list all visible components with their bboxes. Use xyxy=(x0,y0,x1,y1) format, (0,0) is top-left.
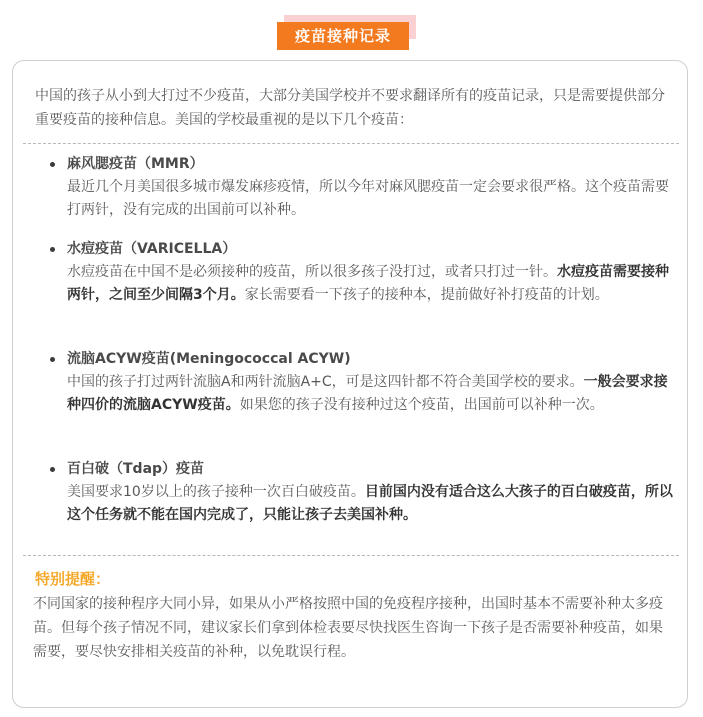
intro-text: 中国的孩子从小到大打过不少疫苗，大部分美国学校并不要求翻译所有的疫苗记录，只是需要提供部分重要疫苗的接种信息。美国的学校最重视的是以下几个疫苗： xyxy=(35,88,665,128)
bullet-icon xyxy=(50,467,55,472)
bullet-icon xyxy=(50,162,55,167)
bullet-icon xyxy=(50,247,55,252)
vaccine-title: 流脑ACYW疫苗(Meningococcal ACYW) xyxy=(67,351,351,367)
header xyxy=(0,10,703,44)
vaccine-description: 最近几个月美国很多城市爆发麻疹疫情，所以今年对麻风腮疫苗一定会要求很严格。这个疫苗需要打两针，没有完成的出国前可以补种。 xyxy=(67,179,669,218)
bullet-icon xyxy=(50,357,55,362)
tip-text: 不同国家的接种程序大同小异，如果从小严格按照中国的免疫程序接种，出国时基本不需要补种太多疫苗。但每个孩子情况不同，建议家长们拿到体检表要尽快找医生咨询一下孩子是否需要补种疫苗，如果需要，要尽快安排相关疫苗的补种，以免耽误行程。 xyxy=(33,596,663,660)
vaccine-description: 中国的孩子打过两针流脑A和两针流脑A+C，可是这四针都不符合美国学校的要求。一般会要求接种四价的流脑ACYW疫苗。如果您的孩子没有接种过这个疫苗，出国前可以补种一次。 xyxy=(67,374,668,413)
divider-bottom xyxy=(23,555,679,556)
vaccine-title: 百白破（Tdap）疫苗 xyxy=(67,461,205,477)
vaccine-title: 麻风腮疫苗（MMR） xyxy=(67,156,204,172)
vaccine-description: 美国要求10岁以上的孩子接种一次百白破疫苗。目前国内没有适合这么大孩子的百白破疫苗，所以这个任务就不能在国内完成了，只能让孩子去美国补种。 xyxy=(67,484,673,523)
page-title: 疫苗接种记录 xyxy=(277,22,409,50)
divider-top xyxy=(23,143,679,144)
vaccine-title: 水痘疫苗（VARICELLA） xyxy=(67,241,237,257)
vaccine-description: 水痘疫苗在中国不是必须接种的疫苗，所以很多孩子没打过，或者只打过一针。水痘疫苗需要接种两针，之间至少间隔3个月。家长需要看一下孩子的接种本，提前做好补打疫苗的计划。 xyxy=(67,264,669,303)
content-card xyxy=(12,60,688,708)
tip-title: 特别提醒： xyxy=(35,570,111,588)
